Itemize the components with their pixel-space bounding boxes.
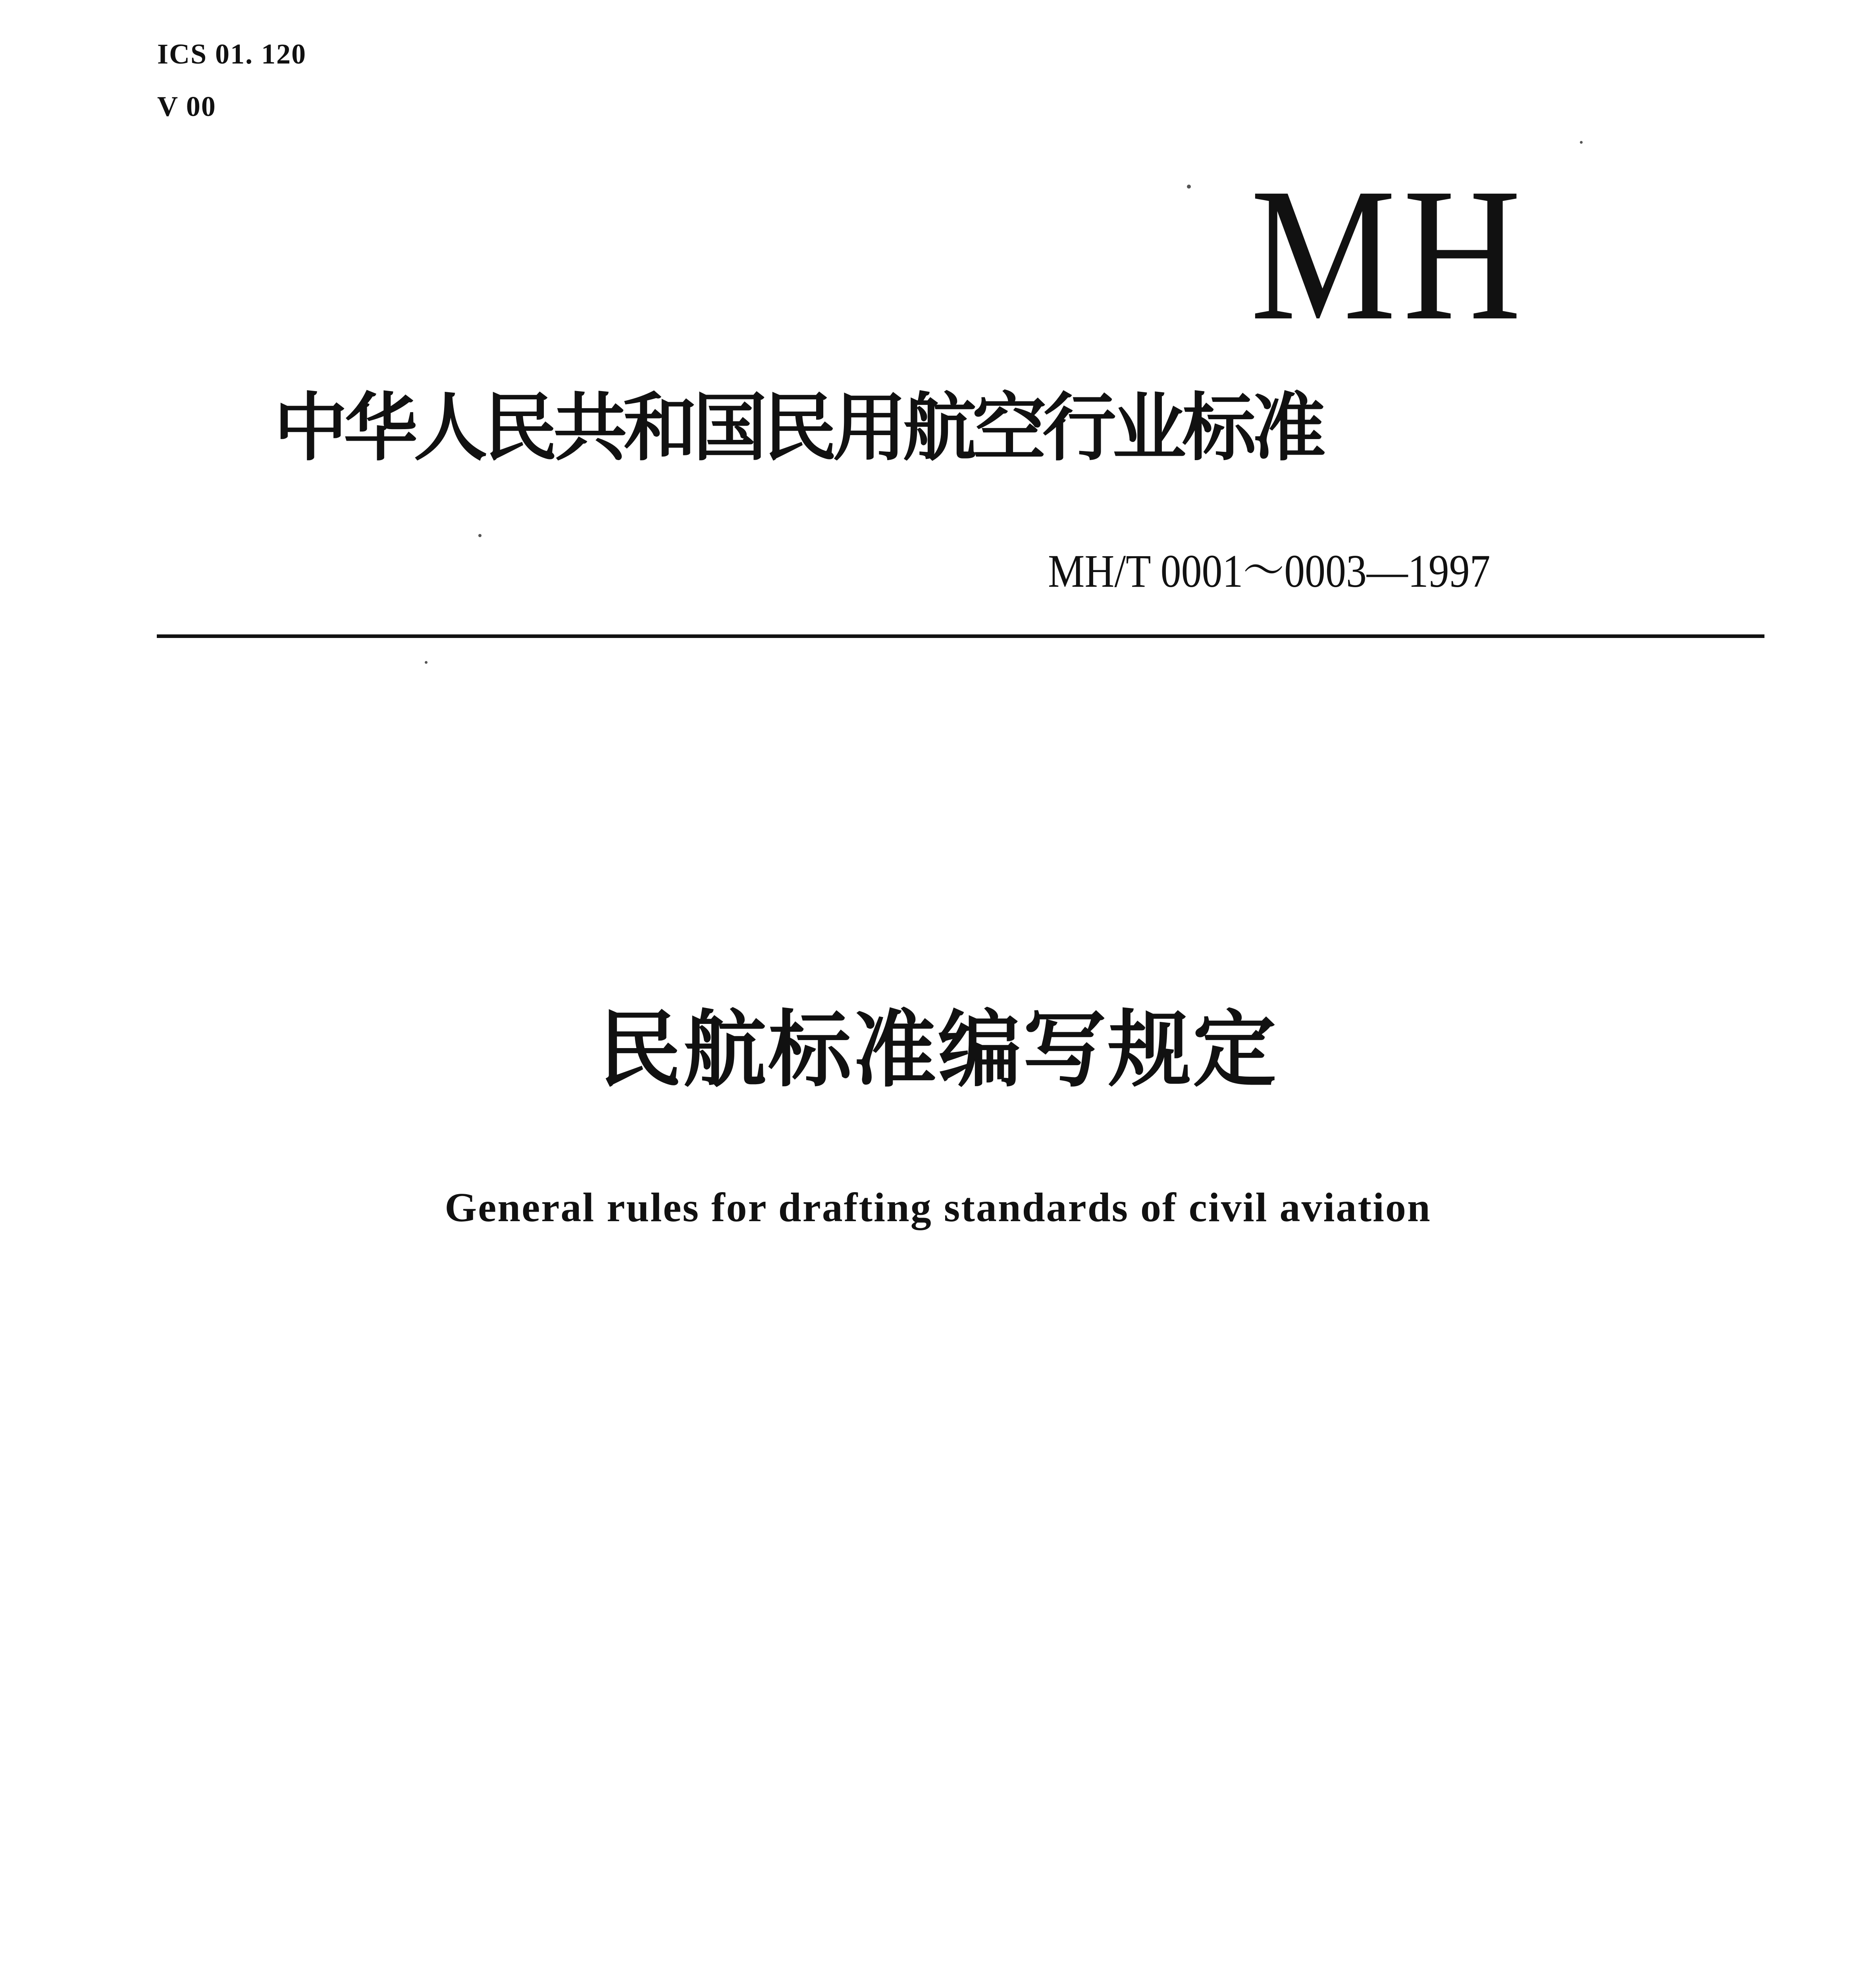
document-title-chinese: 民航标准编写规定: [598, 1001, 1278, 1098]
scan-speck: [425, 661, 428, 664]
ics-code: ICS 01. 120: [157, 38, 307, 70]
mh-logo: MH: [1250, 148, 1528, 360]
scan-speck: [478, 534, 482, 537]
top-divider: [157, 634, 1764, 638]
standard-number: MH/T 0001～0003—1997: [1048, 545, 1491, 597]
standard-class-heading: 中华人民共和国民用航空行业标准: [274, 385, 1322, 471]
scan-speck: [1187, 185, 1191, 189]
scan-speck: [1580, 141, 1583, 144]
ccs-code: V 00: [157, 91, 216, 122]
document-title-english: General rules for drafting standards of civil aviation: [445, 1185, 1431, 1230]
